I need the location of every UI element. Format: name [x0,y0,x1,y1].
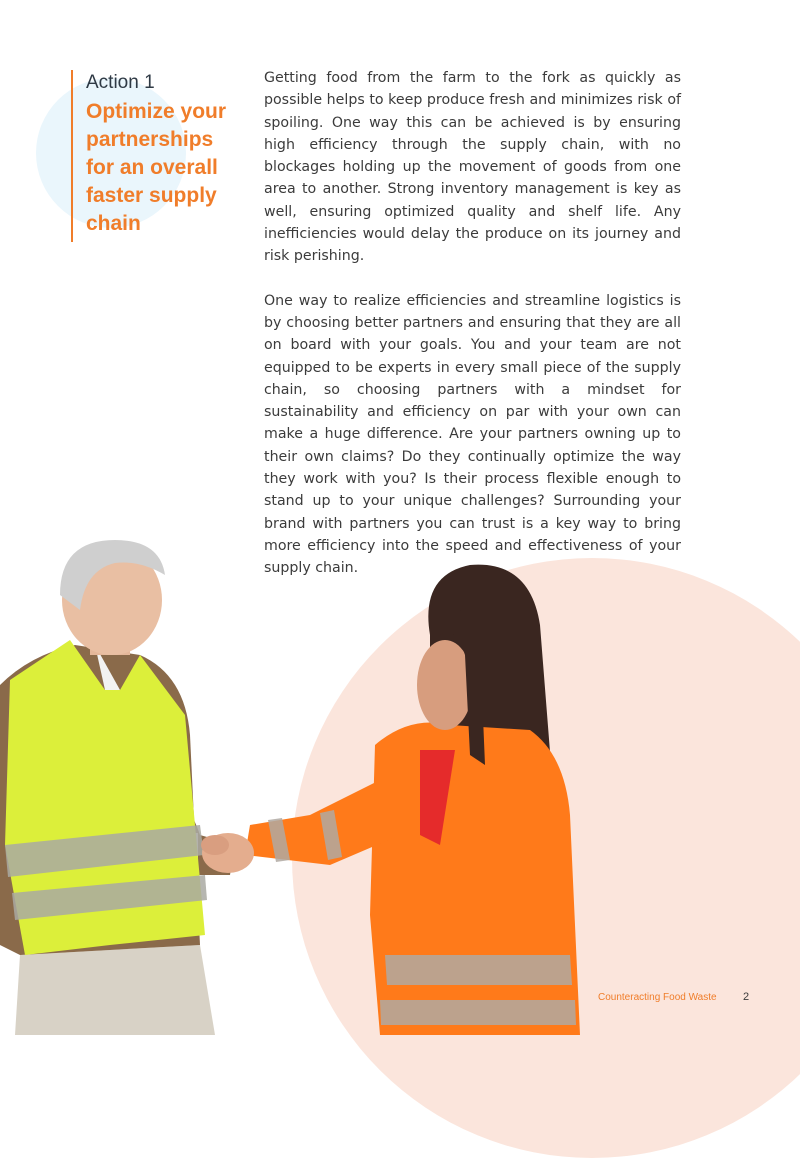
action-heading-block [71,70,256,242]
man-figure [0,540,235,1035]
woman-figure [245,565,580,1035]
action-title: Optimize your partnerships for an overall faster supply chain [86,100,227,235]
handshake-photo [0,515,640,1035]
page-number: 2 [743,991,750,1003]
body-paragraph-1: Getting food from the farm to the fork as quickly as possible helps to keep produce fresh and minimizes risk of spoiling. One way this can be achieved is by ensuring high efficiency through the supply chain, with no blockages holding up the movement of goods from one area to another. Strong inventory management is key as well, ensuring optimized quality and shelf life. Any inefficiencies would delay the produce on its journey and risk perishing. [264,70,681,265]
body-paragraph-2: One way to realize efficiencies and streamline logistics is by choosing better partners and ensuring that they are all on board with your goals. You and your team are not equipped to be experts in every small piece of the supply chain, so choosing partners with a mindset for sustainability and efficiency on par with your own can make a huge difference. Are your partners owning up to their own claims? Do they continually optimize the way they work with you? Is their process flexible enough to stand up to your unique challenges? Surrounding your brand with partners you can trust is a key way to bring more efficiency into the speed and effectiveness of your supply chain. [264,292,681,577]
footer-title: Counteracting Food Waste [598,992,717,1003]
action-label: Action 1 [86,72,155,93]
